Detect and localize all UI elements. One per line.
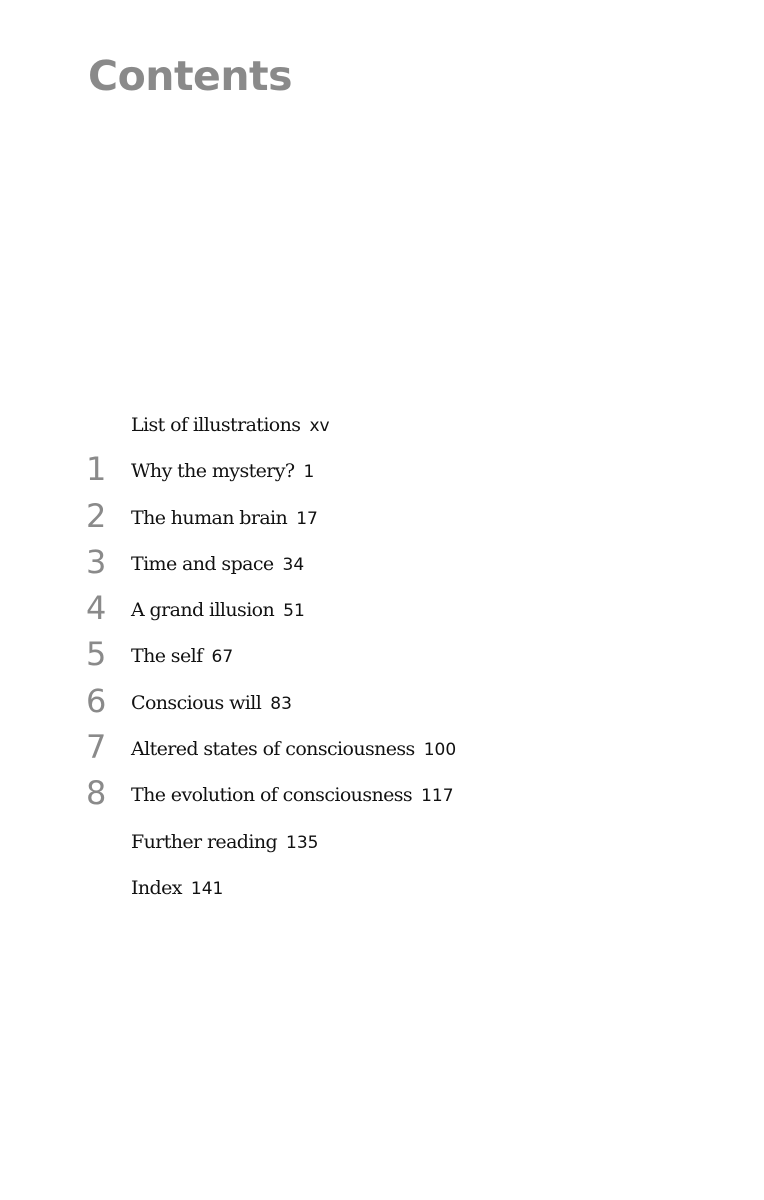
chapter-number: 4 bbox=[86, 589, 107, 628]
entry-title: The evolution of consciousness bbox=[131, 784, 413, 807]
page-number: 135 bbox=[286, 832, 319, 853]
chapter-number: 1 bbox=[86, 450, 107, 489]
chapter-number: 6 bbox=[86, 681, 107, 720]
chapter-number: 2 bbox=[86, 496, 107, 535]
page-number: xv bbox=[309, 416, 330, 436]
entry-title: A grand illusion bbox=[131, 599, 275, 622]
page-number: 100 bbox=[423, 740, 457, 761]
toc-entry-chapter-4[interactable] bbox=[0, 587, 764, 633]
toc-entry-list-of-illustrations[interactable] bbox=[0, 402, 764, 448]
entry-title: Further reading bbox=[131, 830, 278, 853]
toc-entry-chapter-2[interactable] bbox=[0, 495, 764, 541]
entry-title: Index bbox=[131, 876, 182, 899]
toc-entry-chapter-6[interactable] bbox=[0, 680, 764, 726]
toc-entry-chapter-7[interactable] bbox=[0, 726, 764, 772]
toc-entry-further-reading[interactable] bbox=[0, 819, 764, 865]
entry-title: Time and space bbox=[131, 552, 274, 575]
page-number: 34 bbox=[282, 554, 305, 575]
toc-entry-chapter-1[interactable] bbox=[0, 448, 764, 494]
chapter-number: 7 bbox=[86, 728, 107, 767]
chapter-number: 5 bbox=[86, 635, 107, 674]
entry-title: The self bbox=[131, 645, 203, 668]
page-number: 51 bbox=[283, 601, 305, 622]
page-number: 1 bbox=[303, 462, 315, 483]
page-number: 17 bbox=[296, 508, 318, 529]
page-number: 141 bbox=[190, 878, 224, 899]
page-number: 67 bbox=[211, 647, 234, 668]
chapter-number: 8 bbox=[86, 774, 107, 813]
toc-entry-index[interactable] bbox=[0, 865, 764, 911]
page-title: Contents bbox=[88, 52, 293, 100]
table-of-contents bbox=[0, 402, 764, 911]
entry-title: Conscious will bbox=[131, 691, 262, 714]
toc-entry-chapter-3[interactable] bbox=[0, 541, 764, 587]
page-number: 83 bbox=[270, 693, 292, 714]
page-number: 117 bbox=[421, 786, 454, 807]
entry-title: Altered states of consciousness bbox=[131, 738, 415, 761]
entry-title: The human brain bbox=[131, 506, 288, 529]
toc-entry-chapter-5[interactable] bbox=[0, 633, 764, 679]
entry-title: List of illustrations bbox=[131, 414, 301, 436]
entry-title: Why the mystery? bbox=[131, 460, 295, 483]
chapter-number: 3 bbox=[86, 542, 107, 581]
toc-entry-chapter-8[interactable] bbox=[0, 772, 764, 818]
